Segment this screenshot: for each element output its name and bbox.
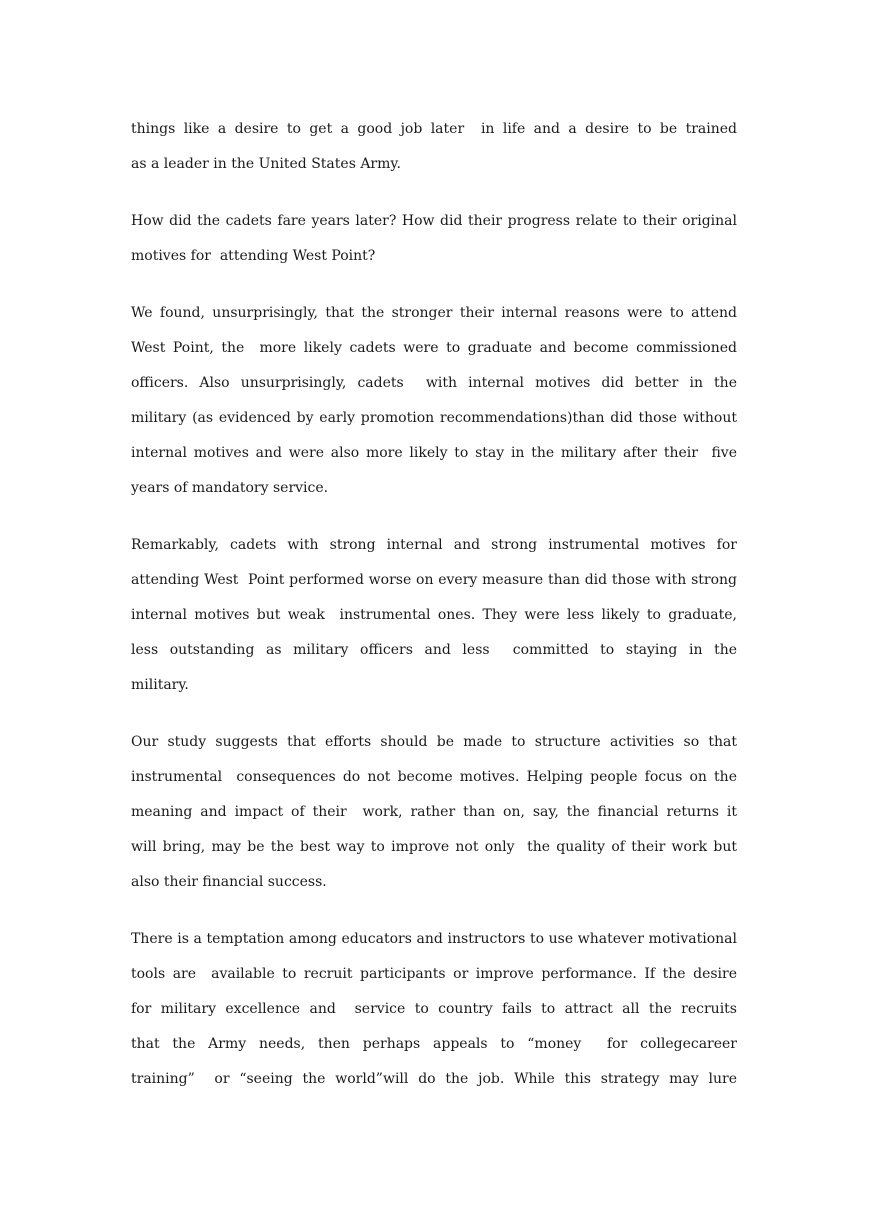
paragraph-line: military. [131, 677, 189, 693]
paragraph [131, 204, 737, 274]
paragraph-line: officers. Also unsurprisingly, cadets with internal motives did better in the [131, 375, 737, 391]
paragraph [131, 725, 737, 900]
paragraph-line: years of mandatory service. [131, 480, 329, 496]
paragraph-line: West Point, the more likely cadets were to graduate and become commissioned [131, 340, 737, 356]
paragraph-line: as a leader in the United States Army. [131, 156, 401, 172]
paragraph-line: less outstanding as military officers and less committed to staying in the [131, 642, 737, 658]
paragraph-line: Remarkably, cadets with strong internal and strong instrumental motives for [131, 537, 737, 553]
paragraph-line: Our study suggests that efforts should be made to structure activities so that [131, 734, 737, 750]
paragraph-line: will bring, may be the best way to improve not only the quality of their work but [131, 839, 737, 855]
paragraph-line: tools are available to recruit participants or improve performance. If the desire [131, 966, 737, 982]
paragraph-line: motives for attending West Point? [131, 248, 376, 264]
paragraph [131, 922, 737, 1097]
paragraph-line: for military excellence and service to country fails to attract all the recruits [131, 1001, 737, 1017]
paragraph-line: There is a temptation among educators and instructors to use whatever motivational [131, 931, 737, 947]
paragraph-line: things like a desire to get a good job later in life and a desire to be trained [131, 121, 737, 137]
paragraph [131, 296, 737, 506]
paragraph-line: attending West Point performed worse on every measure than did those with strong [131, 572, 737, 588]
document-body [131, 112, 737, 1119]
paragraph-line: We found, unsurprisingly, that the stronger their internal reasons were to attend [131, 305, 737, 321]
paragraph [131, 112, 737, 182]
paragraph-line: also their financial success. [131, 874, 327, 890]
paragraph-line: military (as evidenced by early promotion recommendations)than did those without [131, 410, 737, 426]
paragraph-line: that the Army needs, then perhaps appeals to “money for collegecareer [131, 1036, 737, 1052]
paragraph-line: internal motives but weak instrumental ones. They were less likely to graduate, [131, 607, 737, 623]
paragraph-line: meaning and impact of their work, rather than on, say, the financial returns it [131, 804, 737, 820]
paragraph-line: internal motives and were also more likely to stay in the military after their five [131, 445, 737, 461]
paragraph-line: How did the cadets fare years later? How did their progress relate to their original [131, 213, 737, 229]
paragraph-line: training” or “seeing the world”will do the job. While this strategy may lure [131, 1071, 737, 1087]
paragraph-line: instrumental consequences do not become motives. Helping people focus on the [131, 769, 737, 785]
paragraph [131, 528, 737, 703]
